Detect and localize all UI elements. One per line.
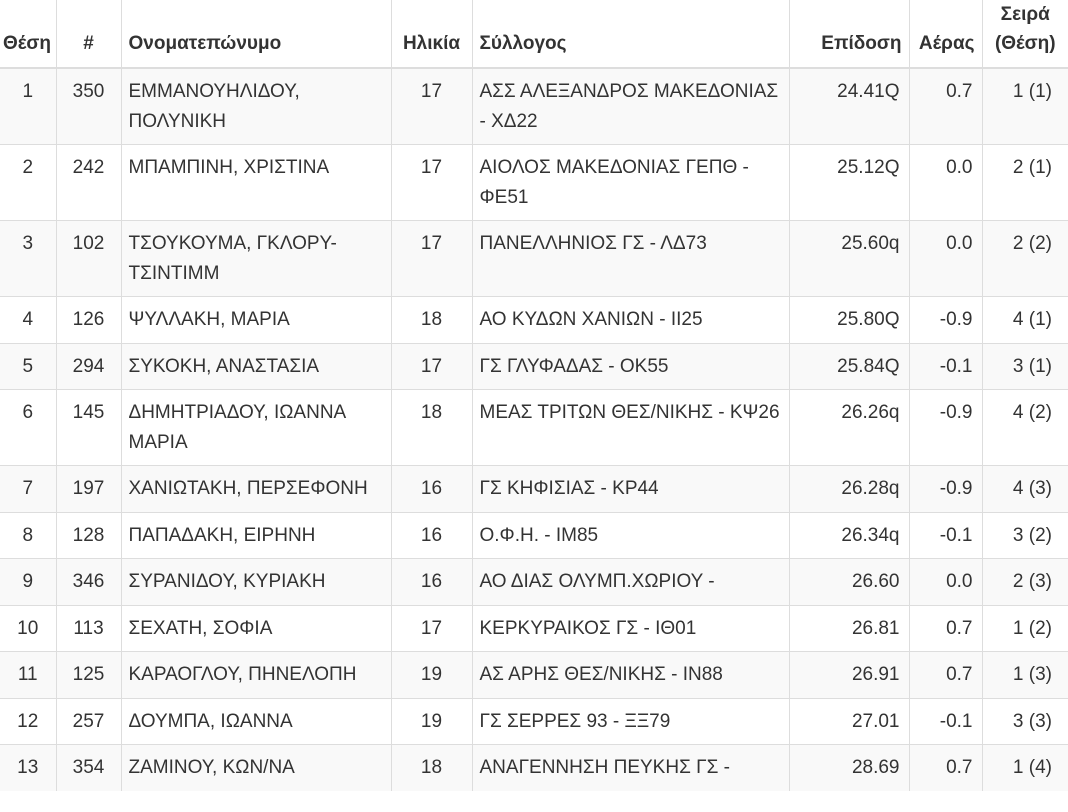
header-bib: #: [56, 0, 121, 68]
cell-club: ΑΙΟΛΟΣ ΜΑΚΕΔΟΝΙΑΣ ΓΕΠΘ - ΦΕ51: [472, 145, 789, 221]
cell-heat-position: 3 (1): [982, 343, 1068, 390]
table-row: [0, 512, 1068, 559]
cell-athlete-name: ΖΑΜΙΝΟΥ, ΚΩΝ/ΝΑ: [121, 745, 391, 791]
cell-position: 8: [0, 512, 56, 559]
table-row: [0, 390, 1068, 466]
cell-bib: 125: [56, 652, 121, 699]
table-row: [0, 343, 1068, 390]
cell-performance: 24.41Q: [789, 68, 909, 145]
cell-athlete-name: ΜΠΑΜΠΙΝΗ, ΧΡΙΣΤΙΝΑ: [121, 145, 391, 221]
cell-wind: -0.1: [909, 698, 982, 745]
header-heat-line2: (Θέση): [994, 33, 1056, 54]
cell-athlete-name: ΧΑΝΙΩΤΑΚΗ, ΠΕΡΣΕΦΟΝΗ: [121, 466, 391, 513]
cell-athlete-name: ΚΑΡΑΟΓΛΟΥ, ΠΗΝΕΛΟΠΗ: [121, 652, 391, 699]
cell-age: 17: [391, 605, 472, 652]
cell-age: 19: [391, 652, 472, 699]
cell-heat-position: 1 (3): [982, 652, 1068, 699]
cell-position: 4: [0, 297, 56, 344]
header-age: Ηλικία: [391, 0, 472, 68]
cell-position: 11: [0, 652, 56, 699]
cell-age: 16: [391, 466, 472, 513]
cell-wind: 0.0: [909, 145, 982, 221]
cell-athlete-name: ΕΜΜΑΝΟΥΗΛΙΔΟΥ, ΠΟΛΥΝΙΚΗ: [121, 68, 391, 145]
cell-wind: 0.7: [909, 652, 982, 699]
cell-athlete-name: ΔΗΜΗΤΡΙΑΔΟΥ, ΙΩΑΝΝΑ ΜΑΡΙΑ: [121, 390, 391, 466]
cell-performance: 26.34q: [789, 512, 909, 559]
table-row: [0, 652, 1068, 699]
cell-age: 16: [391, 512, 472, 559]
cell-age: 18: [391, 390, 472, 466]
cell-age: 17: [391, 68, 472, 145]
table-body: [0, 68, 1068, 791]
cell-heat-position: 4 (2): [982, 390, 1068, 466]
cell-athlete-name: ΣΕΧΑΤΗ, ΣΟΦΙΑ: [121, 605, 391, 652]
cell-athlete-name: ΔΟΥΜΠΑ, ΙΩΑΝΝΑ: [121, 698, 391, 745]
table-row: [0, 698, 1068, 745]
header-wind: Αέρας: [909, 0, 982, 68]
cell-performance: 26.60: [789, 559, 909, 606]
cell-club: ΑΟ ΚΥΔΩΝ ΧΑΝΙΩΝ - ΙΙ25: [472, 297, 789, 344]
cell-wind: -0.9: [909, 297, 982, 344]
cell-heat-position: 1 (4): [982, 745, 1068, 791]
cell-heat-position: 1 (2): [982, 605, 1068, 652]
cell-club: ΠΑΝΕΛΛΗΝΙΟΣ ΓΣ - ΛΔ73: [472, 221, 789, 297]
cell-wind: -0.9: [909, 390, 982, 466]
table-row: [0, 221, 1068, 297]
cell-athlete-name: ΠΑΠΑΔΑΚΗ, ΕΙΡΗΝΗ: [121, 512, 391, 559]
cell-bib: 294: [56, 343, 121, 390]
table-row: [0, 297, 1068, 344]
cell-club: ΓΣ ΚΗΦΙΣΙΑΣ - ΚΡ44: [472, 466, 789, 513]
cell-heat-position: 2 (2): [982, 221, 1068, 297]
table-row: [0, 605, 1068, 652]
cell-wind: 0.0: [909, 559, 982, 606]
cell-bib: 102: [56, 221, 121, 297]
cell-bib: 257: [56, 698, 121, 745]
table-row: [0, 145, 1068, 221]
cell-athlete-name: ΣΥΡΑΝΙΔΟΥ, ΚΥΡΙΑΚΗ: [121, 559, 391, 606]
cell-performance: 26.91: [789, 652, 909, 699]
header-position: Θέση: [0, 0, 56, 68]
cell-bib: 113: [56, 605, 121, 652]
cell-heat-position: 2 (1): [982, 145, 1068, 221]
cell-bib: 145: [56, 390, 121, 466]
cell-position: 3: [0, 221, 56, 297]
header-row: [0, 0, 1068, 68]
cell-club: ΑΣΣ ΑΛΕΞΑΝΔΡΟΣ ΜΑΚΕΔΟΝΙΑΣ - ΧΔ22: [472, 68, 789, 145]
cell-heat-position: 1 (1): [982, 68, 1068, 145]
cell-age: 17: [391, 145, 472, 221]
cell-performance: 26.81: [789, 605, 909, 652]
cell-bib: 346: [56, 559, 121, 606]
header-heat-line1: Σειρά: [1000, 4, 1050, 25]
cell-club: ΓΣ ΣΕΡΡΕΣ 93 - ΞΞ79: [472, 698, 789, 745]
header-club: Σύλλογος: [472, 0, 789, 68]
cell-position: 1: [0, 68, 56, 145]
cell-wind: 0.7: [909, 745, 982, 791]
cell-bib: 197: [56, 466, 121, 513]
cell-age: 16: [391, 559, 472, 606]
cell-performance: 28.69: [789, 745, 909, 791]
cell-age: 18: [391, 745, 472, 791]
cell-position: 9: [0, 559, 56, 606]
cell-wind: 0.0: [909, 221, 982, 297]
header-performance: Επίδοση: [789, 0, 909, 68]
cell-bib: 128: [56, 512, 121, 559]
cell-age: 17: [391, 221, 472, 297]
cell-bib: 126: [56, 297, 121, 344]
header-name: Ονοματεπώνυμο: [121, 0, 391, 68]
table-row: [0, 559, 1068, 606]
cell-performance: 27.01: [789, 698, 909, 745]
table-header: [0, 0, 1068, 68]
table-row: [0, 68, 1068, 145]
cell-performance: 25.84Q: [789, 343, 909, 390]
cell-heat-position: 4 (3): [982, 466, 1068, 513]
cell-heat-position: 3 (2): [982, 512, 1068, 559]
table-row: [0, 466, 1068, 513]
cell-position: 13: [0, 745, 56, 791]
cell-position: 5: [0, 343, 56, 390]
cell-heat-position: 4 (1): [982, 297, 1068, 344]
cell-performance: 26.26q: [789, 390, 909, 466]
cell-club: ΜΕΑΣ ΤΡΙΤΩΝ ΘΕΣ/ΝΙΚΗΣ - ΚΨ26: [472, 390, 789, 466]
cell-bib: 354: [56, 745, 121, 791]
cell-club: Ο.Φ.Η. - ΙΜ85: [472, 512, 789, 559]
cell-wind: -0.1: [909, 512, 982, 559]
cell-club: ΑΝΑΓΕΝΝΗΣΗ ΠΕΥΚΗΣ ΓΣ -: [472, 745, 789, 791]
cell-performance: 25.12Q: [789, 145, 909, 221]
cell-athlete-name: ΣΥΚΟΚΗ, ΑΝΑΣΤΑΣΙΑ: [121, 343, 391, 390]
cell-wind: 0.7: [909, 605, 982, 652]
cell-position: 7: [0, 466, 56, 513]
cell-position: 6: [0, 390, 56, 466]
cell-position: 2: [0, 145, 56, 221]
cell-club: ΓΣ ΓΛΥΦΑΔΑΣ - ΟΚ55: [472, 343, 789, 390]
header-heat: [982, 0, 1068, 68]
cell-age: 19: [391, 698, 472, 745]
cell-bib: 350: [56, 68, 121, 145]
cell-wind: 0.7: [909, 68, 982, 145]
cell-club: ΚΕΡΚΥΡΑΙΚΟΣ ΓΣ - ΙΘ01: [472, 605, 789, 652]
cell-bib: 242: [56, 145, 121, 221]
cell-age: 17: [391, 343, 472, 390]
cell-wind: -0.1: [909, 343, 982, 390]
cell-heat-position: 3 (3): [982, 698, 1068, 745]
cell-athlete-name: ΨΥΛΛΑΚΗ, ΜΑΡΙΑ: [121, 297, 391, 344]
cell-performance: 25.60q: [789, 221, 909, 297]
cell-club: ΑΣ ΑΡΗΣ ΘΕΣ/ΝΙΚΗΣ - ΙΝ88: [472, 652, 789, 699]
cell-performance: 26.28q: [789, 466, 909, 513]
cell-athlete-name: ΤΣΟΥΚΟΥΜΑ, ΓΚΛΟΡΥ-ΤΣΙΝΤΙΜΜ: [121, 221, 391, 297]
cell-position: 12: [0, 698, 56, 745]
cell-club: ΑΟ ΔΙΑΣ ΟΛΥΜΠ.ΧΩΡΙΟΥ -: [472, 559, 789, 606]
cell-age: 18: [391, 297, 472, 344]
cell-heat-position: 2 (3): [982, 559, 1068, 606]
table-row: [0, 745, 1068, 791]
cell-wind: -0.9: [909, 466, 982, 513]
cell-performance: 25.80Q: [789, 297, 909, 344]
cell-position: 10: [0, 605, 56, 652]
